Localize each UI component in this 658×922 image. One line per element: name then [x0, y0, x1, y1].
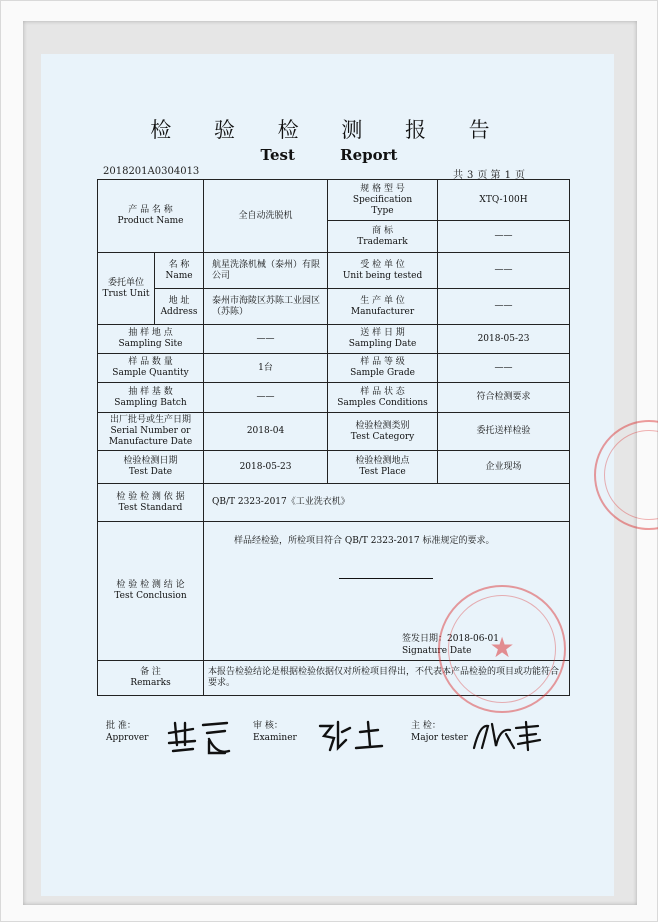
test-category-label: 检验检测类别 Test Category — [328, 413, 438, 451]
examiner-signature — [316, 718, 386, 754]
sample-cond-label: 样 品 状 态 Samples Conditions — [328, 383, 438, 413]
name-label: 名 称 Name — [155, 253, 204, 289]
examiner-label: 审 核： Examiner — [253, 721, 297, 743]
sign-date-value: 2018-06-01 — [447, 634, 499, 644]
trademark-value: —— — [438, 221, 570, 253]
table-row — [98, 253, 570, 289]
remarks-value: 本报告检验结论是根据检验依据仅对所检项目得出，不代表本产品检验的项目或功能符合要求。 — [204, 661, 570, 696]
sample-qty-value: 1台 — [204, 354, 328, 383]
address-value: 泰州市海陵区苏陈工业园区（苏陈） — [204, 289, 328, 325]
table-row — [98, 180, 570, 221]
conclusion-line — [339, 578, 433, 579]
spec-label: 规 格 型 号 Specification Type — [328, 180, 438, 221]
sampling-site-label: 抽 样 地 点 Sampling Site — [98, 325, 204, 354]
approver-signature — [163, 715, 235, 757]
page-mid: 页 第 — [477, 170, 501, 181]
trust-unit-label: 委托单位 Trust Unit — [98, 253, 155, 325]
sample-qty-label: 样 品 数 量 Sample Quantity — [98, 354, 204, 383]
major-tester-label: 主 检： Major tester — [411, 721, 468, 743]
remarks-label: 备 注 Remarks — [98, 661, 204, 696]
test-date-value: 2018-05-23 — [204, 451, 328, 484]
table-row — [98, 354, 570, 383]
table-row — [98, 325, 570, 354]
sampling-date-value: 2018-05-23 — [438, 325, 570, 354]
manufacturer-value: —— — [438, 289, 570, 325]
unit-tested-value: —— — [438, 253, 570, 289]
current-page: 1 — [504, 170, 511, 181]
sample-cond-value: 符合检测要求 — [438, 383, 570, 413]
major-tester-signature — [470, 718, 542, 754]
unit-tested-label: 受 检 单 位 Unit being tested — [328, 253, 438, 289]
test-place-value: 企业现场 — [438, 451, 570, 484]
official-stamp: ★ — [438, 585, 566, 713]
test-place-label: 检验检测地点 Test Place — [328, 451, 438, 484]
approver-label: 批 准： Approver — [106, 721, 149, 743]
test-category-value: 委托送样检验 — [438, 413, 570, 451]
sample-grade-value: —— — [438, 354, 570, 383]
table-row — [98, 413, 570, 451]
report-title-en: Test Report — [260, 146, 398, 164]
table-row — [98, 484, 570, 522]
product-name-value: 全自动洗脱机 — [204, 180, 328, 253]
sampling-batch-value: —— — [204, 383, 328, 413]
sampling-batch-label: 抽 样 基 数 Sampling Batch — [98, 383, 204, 413]
document-number: 2018201A0304013 — [103, 166, 200, 177]
table-row — [98, 383, 570, 413]
manufacturer-label: 生 产 单 位 Manufacturer — [328, 289, 438, 325]
test-standard-label: 检 验 检 测 依 据 Test Standard — [98, 484, 204, 522]
trademark-label: 商 标 Trademark — [328, 221, 438, 253]
page-prefix: 共 — [453, 170, 463, 181]
serial-value: 2018-04 — [204, 413, 328, 451]
address-label: 地 址 Address — [155, 289, 204, 325]
sign-date: 签发日期：2018-06-01 — [402, 634, 499, 644]
serial-label: 出厂批号或生产日期 Serial Number or Manufacture Date — [98, 413, 204, 451]
report-title-cn: 检 验 检 测 报 告 — [150, 118, 508, 142]
conclusion-text: 样品经检验，所检项目符合 QB/T 2323-2017 标准规定的要求。 — [234, 536, 495, 546]
test-conclusion-label: 检 验 检 测 结 论 Test Conclusion — [98, 522, 204, 661]
table-row — [98, 451, 570, 484]
name-value: 航星洗涤机械（泰州）有限公司 — [204, 253, 328, 289]
sampling-date-label: 送 样 日 期 Sampling Date — [328, 325, 438, 354]
test-standard-value: QB/T 2323-2017《工业洗衣机》 — [204, 484, 570, 522]
test-date-label: 检验检测日期 Test Date — [98, 451, 204, 484]
table-row — [98, 289, 570, 325]
signature-date-en: Signature Date — [402, 646, 472, 656]
total-pages: 3 — [467, 170, 474, 181]
page-suffix: 页 — [514, 170, 525, 181]
product-name-label: 产 品 名 称 Product Name — [98, 180, 204, 253]
spec-value: XTQ-100H — [438, 180, 570, 221]
sample-grade-label: 样 品 等 级 Sample Grade — [328, 354, 438, 383]
sampling-site-value: —— — [204, 325, 328, 354]
